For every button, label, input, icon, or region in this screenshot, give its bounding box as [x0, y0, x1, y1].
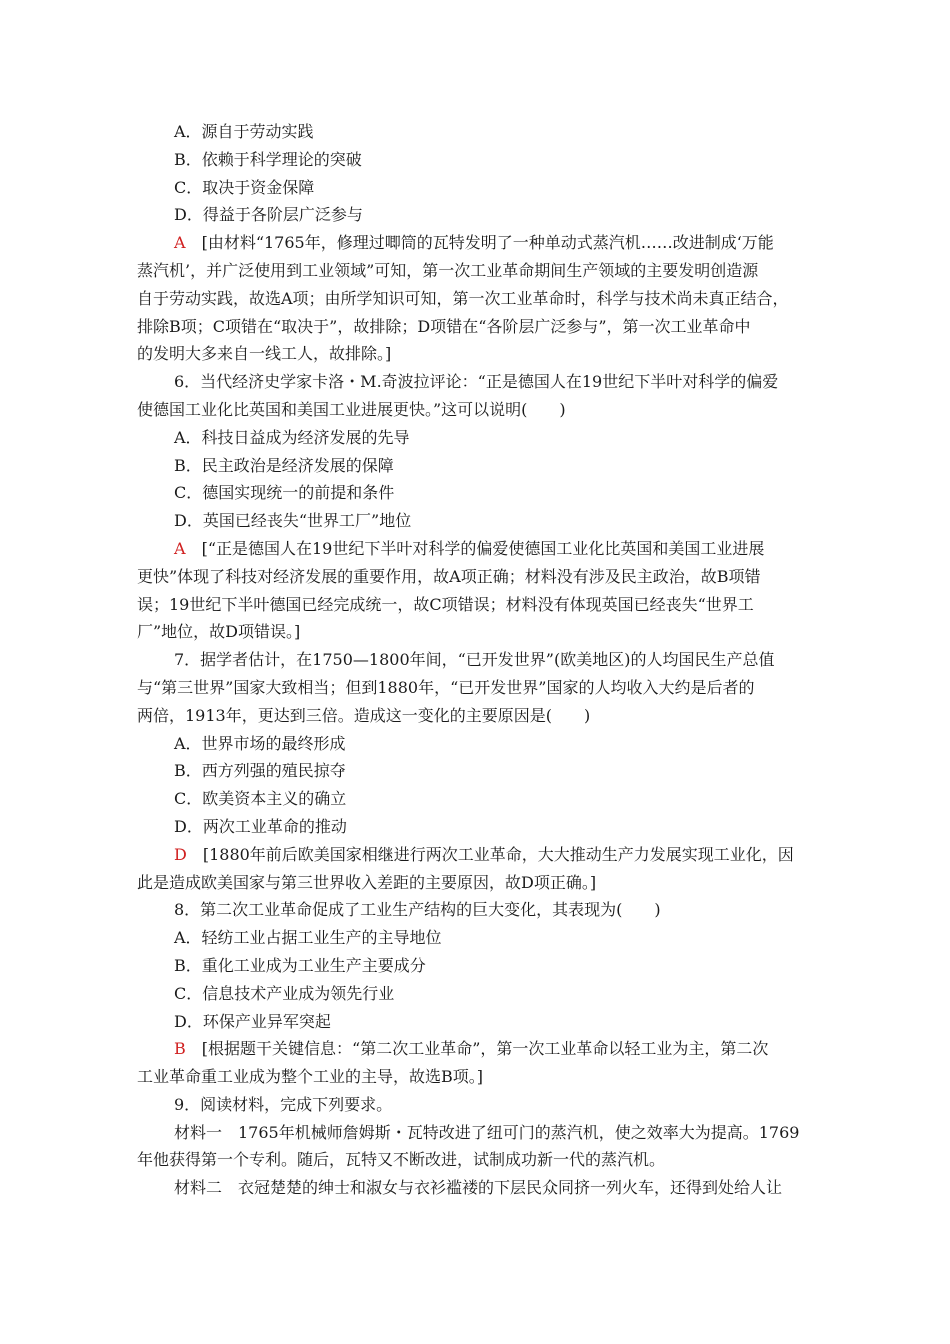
option-c: C．欧美资本主义的确立 [174, 789, 347, 809]
document-content [137, 118, 817, 1202]
explanation-text: [“正是德国人在19世纪下半叶对科学的偏爱使德国工业化比英国和美国工业进展 [201, 538, 765, 558]
answer-letter: A [174, 233, 186, 253]
option-c: C．德国实现统一的前提和条件 [174, 483, 395, 503]
question-9-stem: 9．阅读材料，完成下列要求。 [174, 1094, 393, 1114]
explanation-line: 的发明大多来自一线工人，故排除。] [137, 344, 392, 364]
option-d: D．两次工业革命的推动 [174, 816, 347, 836]
option-d: D．环保产业异军突起 [174, 1011, 331, 1031]
material-1-cont: 年他获得第一个专利。随后，瓦特又不断改进，试制成功新一代的蒸汽机。 [137, 1150, 666, 1170]
option-c: C．信息技术产业成为领先行业 [174, 983, 395, 1003]
answer-line [137, 841, 817, 869]
explanation-text: [由材料“1765年，修理过唧筒的瓦特发明了一种单动式蒸汽机……改进制成‘万能 [201, 233, 774, 253]
explanation-line: 自于劳动实践，故选A项；由所学知识可知，第一次工业革命时，科学与技术尚未真正结合， [137, 288, 789, 308]
answer-letter: D [174, 844, 187, 864]
option-b: B．西方列强的殖民掠夺 [174, 761, 346, 781]
answer-line [137, 1035, 817, 1063]
answer-line [137, 535, 817, 563]
answer-letter: B [174, 1039, 186, 1059]
explanation-line: 误；19世纪下半叶德国已经完成统一，故C项错误；材料没有体现英国已经丧失“世界工 [137, 594, 754, 614]
question-6-stem-cont: 使德国工业化比英国和美国工业进展更快。”这可以说明( ) [137, 399, 566, 419]
option-b: B．民主政治是经济发展的保障 [174, 455, 394, 475]
question-7-stem-cont: 两倍，1913年，更达到三倍。造成这一变化的主要原因是( ) [137, 705, 591, 725]
material-2: 材料二 衣冠楚楚的绅士和淑女与衣衫褴褛的下层民众同挤一列火车，还得到处给人让 [174, 1178, 783, 1198]
explanation-line: 厂”地位，故D项错误。] [137, 622, 301, 642]
explanation-text: [1880年前后欧美国家相继进行两次工业革命，大大推动生产力发展实现工业化，因 [202, 844, 794, 864]
question-7-stem-cont: 与“第三世界”国家大致相当；但到1880年，“已开发世界”国家的人均收入大约是后者的 [137, 677, 755, 697]
answer-letter: A [174, 538, 186, 558]
option-d: D．得益于各阶层广泛参与 [174, 205, 363, 225]
question-8-stem: 8．第二次工业革命促成了工业生产结构的巨大变化，其表现为( ) [174, 900, 661, 920]
option-a: A．科技日益成为经济发展的先导 [174, 427, 410, 447]
option-b: B．依赖于科学理论的突破 [174, 149, 362, 169]
option-c: C．取决于资金保障 [174, 177, 315, 197]
option-a: A．轻纺工业占据工业生产的主导地位 [174, 928, 442, 948]
option-d: D．英国已经丧失“世界工厂”地位 [174, 511, 412, 531]
explanation-line: 排除B项；C项错在“取决于”，故排除；D项错在“各阶层广泛参与”，第一次工业革命中 [137, 316, 751, 336]
option-a: A．世界市场的最终形成 [174, 733, 346, 753]
option-a: A．源自于劳动实践 [174, 122, 314, 141]
explanation-line: 此是造成欧美国家与第三世界收入差距的主要原因，故D项正确。] [137, 872, 597, 892]
explanation-line: 更快”体现了科技对经济发展的重要作用，故A项正确；材料没有涉及民主政治，故B项错 [137, 566, 761, 586]
question-6-stem: 6．当代经济史学家卡洛・M.奇波拉评论：“正是德国人在19世纪下半叶对科学的偏爱 [174, 372, 779, 392]
question-7-stem: 7．据学者估计，在1750—1800年间，“已开发世界”(欧美地区)的人均国民生产总值 [174, 650, 775, 670]
material-1: 材料一 1765年机械师詹姆斯・瓦特改进了纽可门的蒸汽机，使之效率大为提高。1769 [174, 1122, 800, 1142]
explanation-text: [根据题干关键信息：“第二次工业革命”，第一次工业革命以轻工业为主，第二次 [201, 1039, 769, 1059]
answer-line [137, 229, 817, 257]
explanation-line: 工业革命重工业成为整个工业的主导，故选B项。] [137, 1067, 484, 1087]
option-b: B．重化工业成为工业生产主要成分 [174, 955, 426, 975]
explanation-line: 蒸汽机’，并广泛使用到工业领域”可知，第一次工业革命期间生产领域的主要发明创造源 [137, 260, 759, 280]
